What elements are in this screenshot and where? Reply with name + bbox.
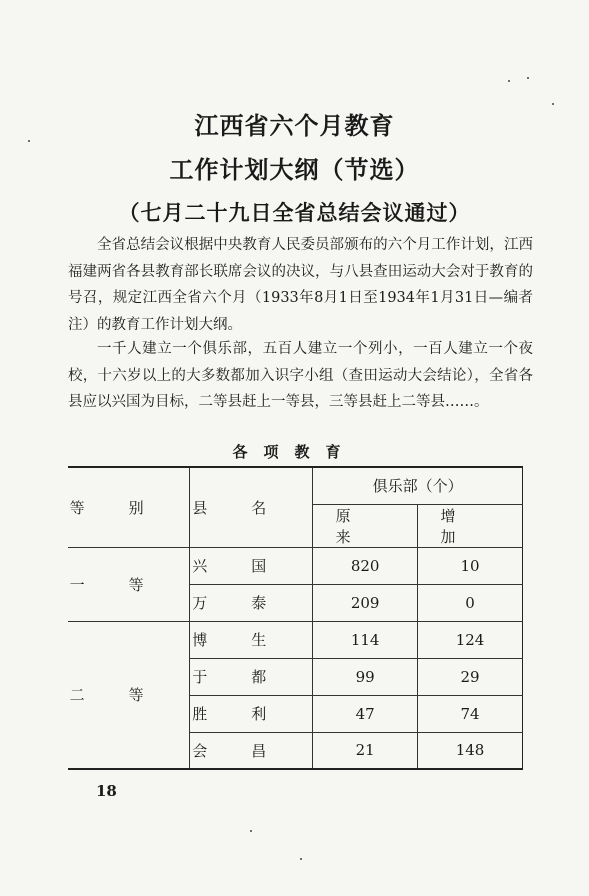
table-caption: 各项教育 [232,443,357,461]
table-row [68,547,523,584]
page-title-line2: 工作计划大纲（节选） [169,155,420,184]
original-cell: 820 [313,547,418,584]
scan-speck [28,140,30,142]
county-cell: 于都 [190,658,313,695]
scan-speck [300,858,302,860]
county-cell: 会昌 [190,732,313,769]
page-title-line1: 江西省六个月教育 [194,111,395,140]
header-increase: 增加 [418,504,523,547]
page-subtitle: （七月二十九日全省总结会议通过） [118,200,471,225]
grade-cell: 一等 [68,547,190,621]
increase-cell: 124 [418,621,523,658]
original-cell: 99 [313,658,418,695]
scan-speck [250,830,252,832]
education-table [68,466,523,770]
original-cell: 21 [313,732,418,769]
county-cell: 万泰 [190,584,313,621]
increase-cell: 74 [418,695,523,732]
increase-cell: 29 [418,658,523,695]
header-clubs: 俱乐部（个） [313,467,523,504]
increase-cell: 0 [418,584,523,621]
page-number: 18 [96,782,117,800]
increase-cell: 148 [418,732,523,769]
scan-speck [527,77,529,79]
header-grade: 等别 [68,467,190,547]
scan-speck [508,80,510,82]
table-row [68,621,523,658]
header-county: 县名 [190,467,313,547]
original-cell: 114 [313,621,418,658]
county-cell: 博生 [190,621,313,658]
increase-cell: 10 [418,547,523,584]
county-cell: 胜利 [190,695,313,732]
header-original: 原来 [313,504,418,547]
county-cell: 兴国 [190,547,313,584]
original-cell: 209 [313,584,418,621]
scan-speck [552,103,554,105]
body-paragraph-1: 全省总结会议根据中央教育人民委员部颁布的六个月工作计划，江西福建两省各县教育部长联席会议的决议，与八县查田运动大会对于教育的号召，规定江西全省六个月（1933年8月1日至1934年1月31日—编者注）的教育工作计划大纲。 [68,237,533,333]
body-paragraph-2: 一千人建立一个俱乐部，五百人建立一个列小，一百人建立一个夜校，十六岁以上的大多数都加入识字小组（查田运动大会结论），全省各县应以兴国为目标，二等县赶上一等县，三等县赶上二等县……。 [68,341,533,410]
grade-cell: 二等 [68,621,190,769]
original-cell: 47 [313,695,418,732]
